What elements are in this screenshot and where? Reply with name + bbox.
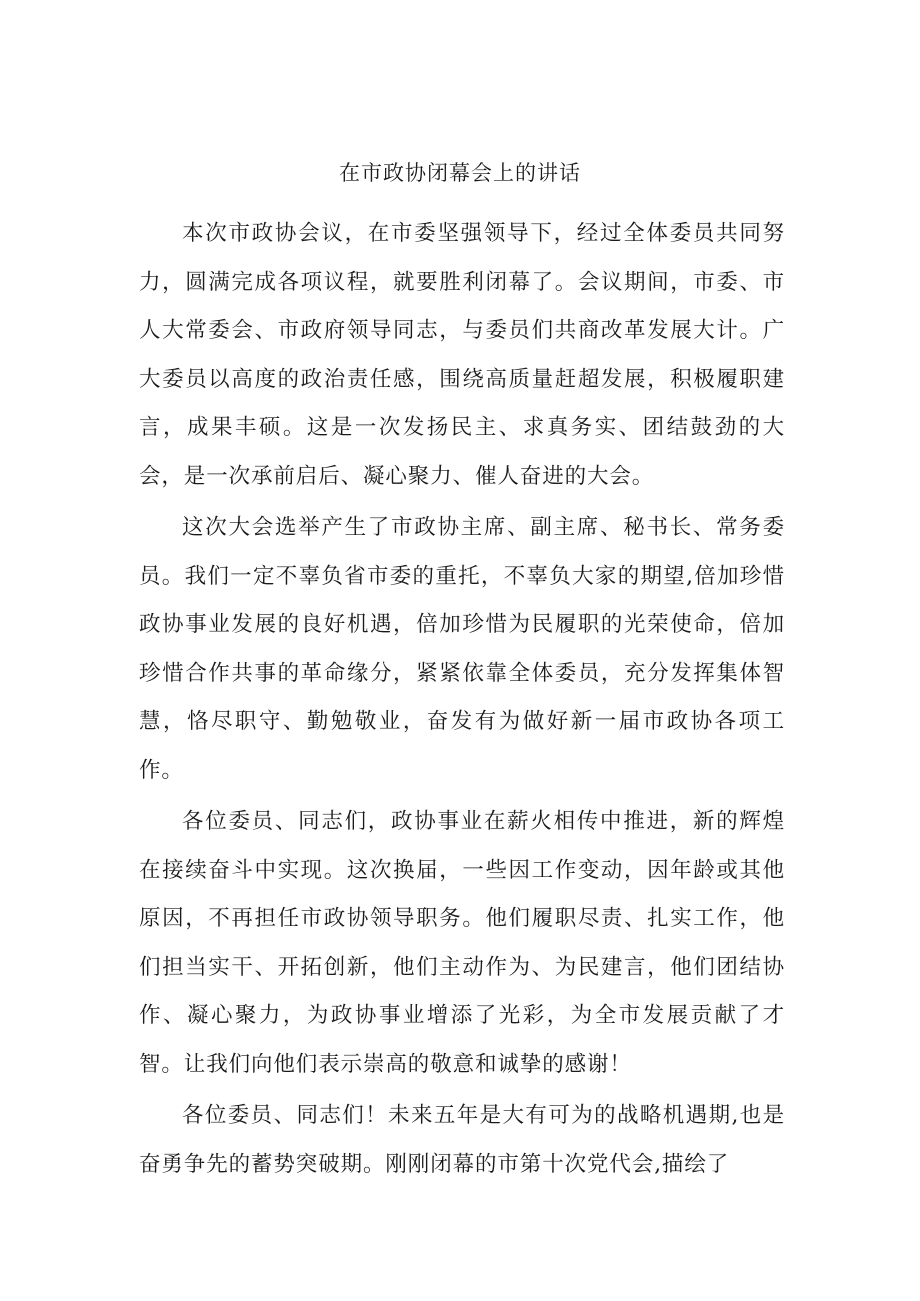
paragraph-1: 本次市政协会议，在市委坚强领导下，经过全体委员共同努力，圆满完成各项议程，就要胜利闭幕了。会议期间，市委、市人大常委会、市政府领导同志，与委员们共商改革发展大计。广大委员以高度的政治责任感，围绕高质量赶超发展，积极履职建言，成果丰硕。这是一次发扬民主、求真务实、团结鼓劲的大会，是一次承前启后、凝心聚力、催人奋进的大会。 (139, 221, 785, 489)
paragraph-3: 各位委员、同志们，政协事业在薪火相传中推进，新的辉煌在接续奋斗中实现。这次换届，一些因工作变动，因年龄或其他原因，不再担任市政协领导职务。他们履职尽责、扎实工作，他们担当实干、开拓创新，他们主动作为、为民建言，他们团结协作、凝心聚力，为政协事业增添了光彩，为全市发展贡献了才智。让我们向他们表示崇高的敬意和诚挚的感谢！ (139, 809, 785, 1077)
document-body (139, 210, 785, 1189)
document-title: 在市政协闭幕会上的讲话 (339, 161, 581, 185)
paragraph-2: 这次大会选举产生了市政协主席、副主席、秘书长、常务委员。我们一定不辜负省市委的重托，不辜负大家的期望,倍加珍惜政协事业发展的良好机遇，倍加珍惜为民履职的光荣使命，倍加珍惜合作共事的革命缘分，紧紧依靠全体委员，充分发挥集体智慧，恪尽职守、勤勉敬业，奋发有为做好新一届市政协各项工作。 (139, 515, 785, 783)
paragraph-4: 各位委员、同志们！未来五年是大有可为的战略机遇期,也是奋勇争先的蓄势突破期。刚刚闭幕的市第十次党代会,描绘了 (139, 1103, 785, 1177)
